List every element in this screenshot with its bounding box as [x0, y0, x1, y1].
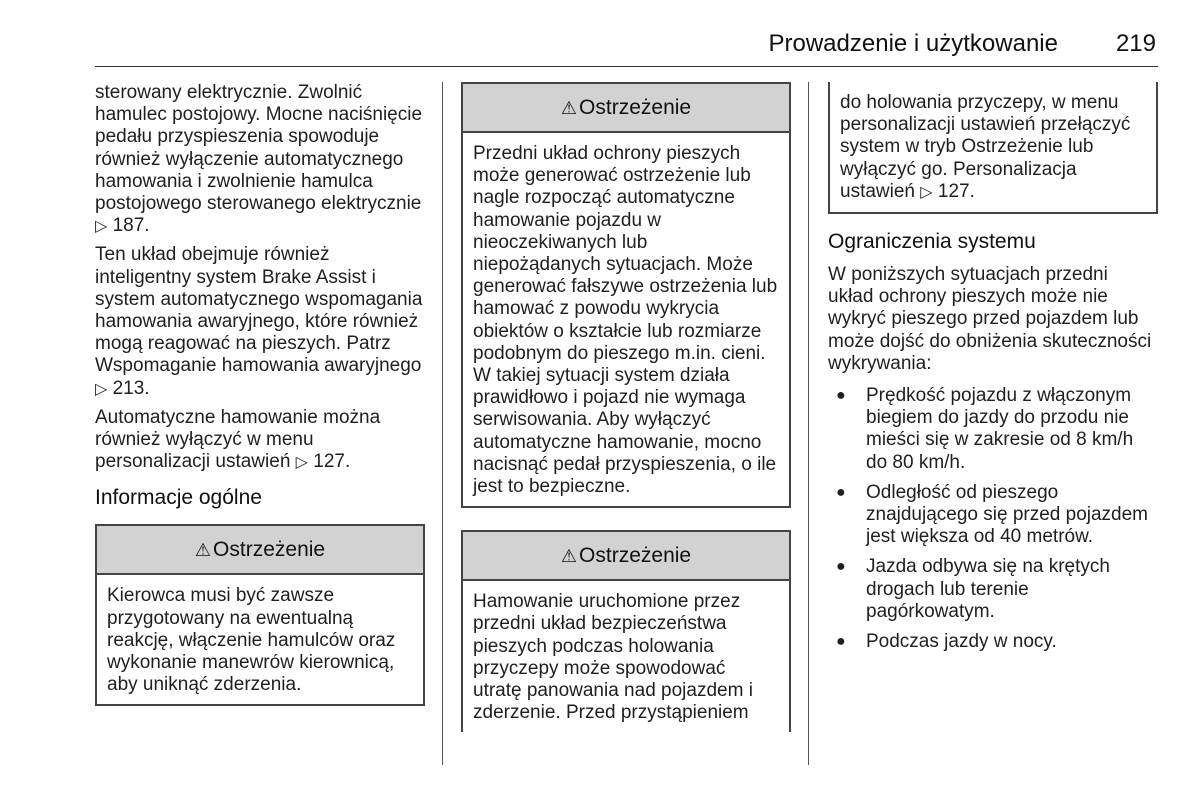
list-item: ● Odległość od pieszego znajdującego się przed pojazdem jest większa od 40 metrów.: [836, 481, 1149, 548]
page-reference: 127.: [937, 180, 975, 202]
reference-arrow-icon: ▷: [95, 380, 108, 398]
bullet-icon: ●: [836, 558, 846, 576]
warning-header: ⚠Ostrzeżenie: [463, 532, 789, 581]
limits-list: [828, 385, 1158, 653]
warning-triangle-icon: ⚠: [560, 98, 578, 118]
column-3: [828, 82, 1158, 661]
warning-triangle-icon: ⚠: [560, 546, 578, 567]
column-1: [95, 82, 425, 706]
section-heading-general-info: Informacje ogólne: [95, 486, 262, 510]
limits-intro: W poniższych sytuacjach przedni układ ochrony pieszych może nie wykryć pieszego przed pojazdem lub może dojść do obniżenia skuteczności wykrywania:: [828, 264, 1152, 374]
warning-box: [95, 524, 425, 706]
paragraph-2: Ten układ obejmuje również inteligentny system Brake Assist i system automatycznego wspomagania hamowania awaryjnego, które również mogą reagować na pieszych. Patrz Wspomaganie hamowania awaryjnego ▷ 213.: [95, 244, 423, 399]
bullet-icon: ●: [836, 387, 846, 405]
list-item: ● Prędkość pojazdu z włączonym biegiem do jazdy do przodu nie mieści się w zakresie od 8 km/h do 80 km/h.: [836, 385, 1134, 473]
warning-text-continued: do holowania przyczepy, w menu personalizacji ustawień przełączyć system w tryb Ostrzeżenie lub wyłączyć go. Personalizacja ustawień ▷ 127.: [840, 92, 1131, 202]
page-section-title: Prowadzenie i użytkowanie: [768, 30, 1058, 57]
section-heading-system-limits: Ograniczenia systemu: [828, 230, 1036, 254]
reference-arrow-icon: ▷: [295, 454, 308, 472]
column-2: [461, 82, 791, 732]
column-divider-left: [442, 82, 443, 765]
list-item: ● Podczas jazdy w nocy.: [836, 631, 1057, 653]
warning-header: ⚠Ostrzeżenie: [97, 526, 423, 575]
page-reference: 127.: [313, 451, 351, 473]
warning-text: Hamowanie uruchomione przez przedni układ bezpieczeństwa pieszych podczas holowania przyczepy może spowodować utratę panowania nad pojazdem i zderzenie. Przed przystąpieniem: [473, 591, 753, 724]
column-divider-right: [808, 82, 809, 765]
page-number: 219: [1115, 30, 1156, 57]
reference-arrow-icon: ▷: [920, 183, 933, 201]
page-header: [95, 30, 1158, 67]
warning-header: ⚠Ostrzeżenie: [463, 84, 789, 133]
warning-box-2: [461, 530, 791, 732]
warning-triangle-icon: ⚠: [194, 540, 212, 561]
page-reference: 187.: [112, 215, 150, 237]
page-reference: 213.: [112, 377, 150, 399]
warning-text: Kierowca musi być zawsze przygotowany na ewentualną reakcję, włączenie hamulców oraz wykonanie manewrów kierownicą, aby uniknąć zderzenia.: [107, 585, 396, 696]
warning-box-1: [461, 82, 791, 508]
paragraph-1: sterowany elektrycznie. Zwolnić hamulec postojowy. Mocne naciśnięcie pedału przyspieszenia spowoduje również wyłączenie automatycznego hamowania i zwolnienie hamulca postojowego sterowanego elektrycznie ▷ 187.: [95, 82, 423, 237]
reference-arrow-icon: ▷: [95, 218, 108, 236]
bullet-icon: ●: [836, 633, 846, 651]
paragraph-3: Automatyczne hamowanie można również wyłączyć w menu personalizacji ustawień ▷ 127.: [95, 406, 381, 473]
list-item: ● Jazda odbywa się na krętych drogach lub terenie pagórkowatym.: [836, 556, 1110, 622]
warning-text: Przedni układ ochrony pieszych może generować ostrzeżenie lub nagle rozpocząć automatyczne hamowanie pojazdu w nieoczekiwanych lub niepożądanych sytuacjach. Może generować fałszywe ostrzeżenia lub hamować z powodu wykrycia obiektów o kształcie lub rozmiarze podobnym do pieszego m.in. cieni. W takiej sytuacji system działa prawidłowo i pojazd nie wymaga serwisowania. Aby wyłączyć automatyczne hamowanie, mocno nacisnąć pedał przyspieszenia, o ile jest to bezpieczne.: [473, 143, 778, 498]
warning-box-continued: [828, 82, 1158, 214]
bullet-icon: ●: [836, 483, 846, 501]
